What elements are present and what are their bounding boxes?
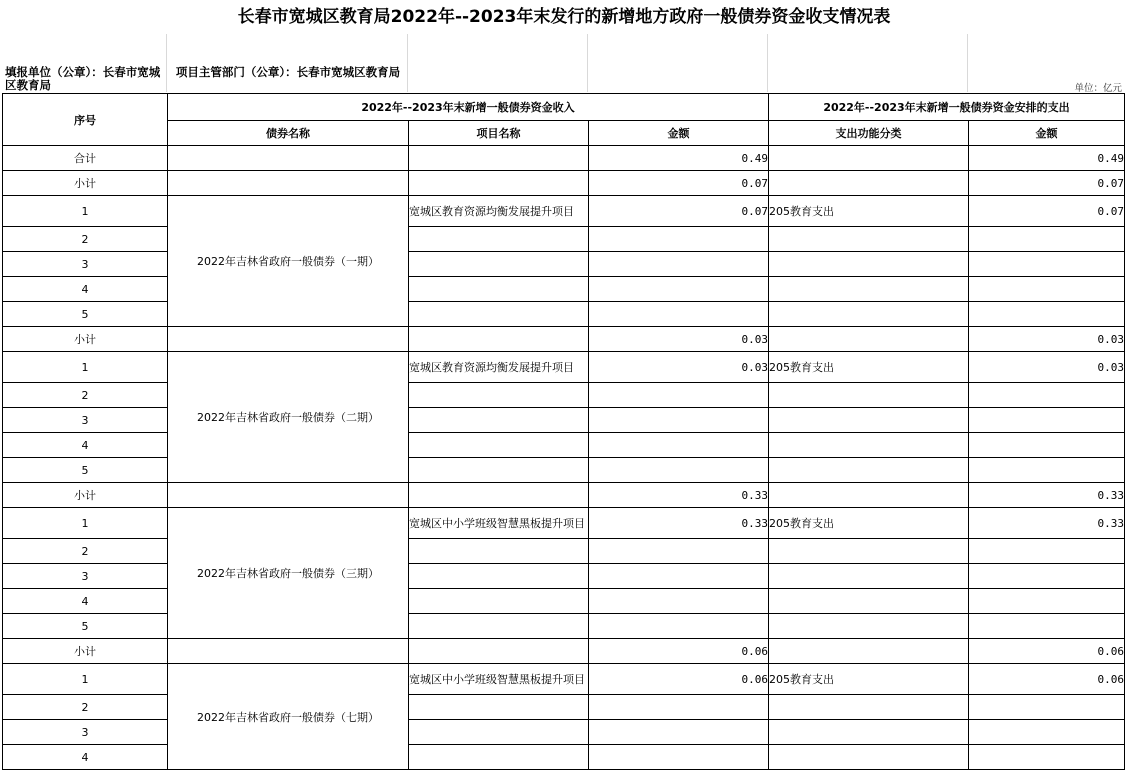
project-name: 宽城区中小学班级智慧黑板提升项目 [409, 664, 589, 695]
header-project-name: 项目名称 [409, 121, 589, 146]
grid-line [767, 34, 768, 92]
header-income-group: 2022年--2023年末新增一般债券资金收入 [168, 94, 769, 121]
row-seq: 5 [3, 614, 168, 639]
empty-cell [168, 146, 409, 171]
table-row [3, 196, 1125, 227]
empty-cell [769, 589, 969, 614]
header-amount-expense: 金额 [969, 121, 1125, 146]
row-seq: 3 [3, 408, 168, 433]
empty-cell [409, 327, 589, 352]
empty-cell [769, 227, 969, 252]
header-amount: 金额 [589, 121, 769, 146]
empty-cell [769, 171, 969, 196]
empty-cell [409, 171, 589, 196]
project-name: 宽城区中小学班级智慧黑板提升项目 [409, 508, 589, 539]
subtotal-row [3, 327, 1125, 352]
row-seq: 5 [3, 302, 168, 327]
header-bond-name: 债券名称 [168, 121, 409, 146]
empty-cell [168, 327, 409, 352]
empty-cell [969, 302, 1125, 327]
row-seq: 2 [3, 695, 168, 720]
row-seq: 3 [3, 564, 168, 589]
subtotal-label: 小计 [3, 639, 168, 664]
expense-amount: 0.06 [969, 664, 1125, 695]
subtotal-amount: 0.07 [589, 171, 769, 196]
empty-cell [769, 639, 969, 664]
expense-function: 205教育支出 [769, 664, 969, 695]
row-seq: 1 [3, 352, 168, 383]
empty-cell [589, 720, 769, 745]
empty-cell [589, 408, 769, 433]
reporting-unit: 填报单位（公章）：长春市宽城区教育局 [5, 65, 161, 92]
row-seq: 5 [3, 458, 168, 483]
header-func-class: 支出功能分类 [769, 121, 969, 146]
project-amount: 0.03 [589, 352, 769, 383]
empty-cell [409, 252, 589, 277]
empty-cell [168, 171, 409, 196]
row-seq: 4 [3, 433, 168, 458]
empty-cell [769, 408, 969, 433]
empty-cell [589, 614, 769, 639]
project-amount: 0.07 [589, 196, 769, 227]
empty-cell [589, 458, 769, 483]
subtotal-amount-expense: 0.03 [969, 327, 1125, 352]
subtotal-row [3, 171, 1125, 196]
empty-cell [409, 589, 589, 614]
project-amount: 0.06 [589, 664, 769, 695]
subtotal-amount-expense: 0.07 [969, 171, 1125, 196]
empty-cell [409, 302, 589, 327]
empty-cell [969, 383, 1125, 408]
row-seq: 1 [3, 664, 168, 695]
empty-cell [409, 483, 589, 508]
empty-cell [409, 277, 589, 302]
bond-table-body [3, 94, 1125, 770]
empty-cell [969, 589, 1125, 614]
empty-cell [769, 252, 969, 277]
empty-cell [409, 720, 589, 745]
row-seq: 2 [3, 227, 168, 252]
table-row [3, 664, 1125, 695]
empty-cell [168, 483, 409, 508]
table-row [3, 352, 1125, 383]
empty-cell [589, 252, 769, 277]
subtotal-label: 小计 [3, 171, 168, 196]
empty-cell [969, 227, 1125, 252]
bond-name: 2022年吉林省政府一般债券（二期） [168, 352, 409, 483]
subtotal-amount-expense: 0.06 [969, 639, 1125, 664]
empty-cell [409, 227, 589, 252]
empty-cell [769, 614, 969, 639]
subtotal-label: 小计 [3, 327, 168, 352]
grid-line [407, 34, 408, 92]
bond-name: 2022年吉林省政府一般债券（三期） [168, 508, 409, 639]
empty-cell [769, 277, 969, 302]
empty-cell [589, 589, 769, 614]
empty-cell [409, 383, 589, 408]
empty-cell [769, 433, 969, 458]
empty-cell [969, 433, 1125, 458]
subtotal-amount: 0.03 [589, 327, 769, 352]
expense-function: 205教育支出 [769, 196, 969, 227]
bond-name: 2022年吉林省政府一般债券（七期） [168, 664, 409, 770]
project-name: 宽城区教育资源均衡发展提升项目 [409, 352, 589, 383]
unit-label: 单位：亿元 [1074, 83, 1122, 94]
row-seq: 4 [3, 589, 168, 614]
empty-cell [409, 564, 589, 589]
empty-cell [589, 564, 769, 589]
empty-cell [769, 302, 969, 327]
empty-cell [409, 639, 589, 664]
empty-cell [769, 458, 969, 483]
total-label: 合计 [3, 146, 168, 171]
empty-cell [969, 458, 1125, 483]
expense-amount: 0.07 [969, 196, 1125, 227]
project-name: 宽城区教育资源均衡发展提升项目 [409, 196, 589, 227]
empty-cell [769, 146, 969, 171]
page-title: 长春市宽城区教育局2022年--2023年末发行的新增地方政府一般债券资金收支情况表 [237, 7, 891, 27]
row-seq: 2 [3, 383, 168, 408]
subtotal-label: 小计 [3, 483, 168, 508]
empty-cell [168, 639, 409, 664]
subtotal-row [3, 639, 1125, 664]
empty-cell [969, 539, 1125, 564]
expense-amount: 0.03 [969, 352, 1125, 383]
empty-cell [969, 720, 1125, 745]
empty-cell [769, 695, 969, 720]
row-seq: 1 [3, 196, 168, 227]
empty-cell [969, 564, 1125, 589]
grid-line [967, 34, 968, 92]
empty-cell [969, 745, 1125, 770]
empty-cell [589, 539, 769, 564]
row-seq: 3 [3, 720, 168, 745]
bond-table [2, 93, 1125, 770]
table-row [3, 508, 1125, 539]
empty-cell [589, 277, 769, 302]
empty-cell [409, 695, 589, 720]
row-seq: 1 [3, 508, 168, 539]
empty-cell [589, 302, 769, 327]
empty-cell [769, 383, 969, 408]
subtotal-row [3, 483, 1125, 508]
empty-cell [969, 252, 1125, 277]
total-amount: 0.49 [589, 146, 769, 171]
empty-cell [409, 614, 589, 639]
empty-cell [589, 745, 769, 770]
header-seq: 序号 [3, 94, 168, 146]
empty-cell [969, 614, 1125, 639]
empty-cell [769, 327, 969, 352]
empty-cell [409, 146, 589, 171]
row-seq: 2 [3, 539, 168, 564]
empty-cell [769, 539, 969, 564]
grid-line [166, 34, 167, 92]
empty-cell [769, 745, 969, 770]
expense-function: 205教育支出 [769, 352, 969, 383]
empty-cell [409, 408, 589, 433]
subtotal-amount: 0.33 [589, 483, 769, 508]
empty-cell [589, 227, 769, 252]
header-expense-group: 2022年--2023年末新增一般债券资金安排的支出 [769, 94, 1125, 121]
empty-cell [589, 433, 769, 458]
empty-cell [409, 745, 589, 770]
project-amount: 0.33 [589, 508, 769, 539]
empty-cell [589, 383, 769, 408]
empty-cell [589, 695, 769, 720]
empty-cell [409, 539, 589, 564]
row-seq: 4 [3, 745, 168, 770]
row-seq: 4 [3, 277, 168, 302]
grid-line [587, 34, 588, 92]
empty-cell [769, 720, 969, 745]
expense-function: 205教育支出 [769, 508, 969, 539]
empty-cell [769, 483, 969, 508]
subtotal-amount-expense: 0.33 [969, 483, 1125, 508]
empty-cell [769, 564, 969, 589]
empty-cell [409, 433, 589, 458]
total-row [3, 146, 1125, 171]
row-seq: 3 [3, 252, 168, 277]
empty-cell [969, 695, 1125, 720]
empty-cell [969, 277, 1125, 302]
empty-cell [409, 458, 589, 483]
subtotal-amount: 0.06 [589, 639, 769, 664]
bond-name: 2022年吉林省政府一般债券（一期） [168, 196, 409, 327]
total-amount-expense: 0.49 [969, 146, 1125, 171]
empty-cell [969, 408, 1125, 433]
supervising-dept: 项目主管部门（公章）：长春市宽城区教育局 [175, 65, 401, 79]
expense-amount: 0.33 [969, 508, 1125, 539]
